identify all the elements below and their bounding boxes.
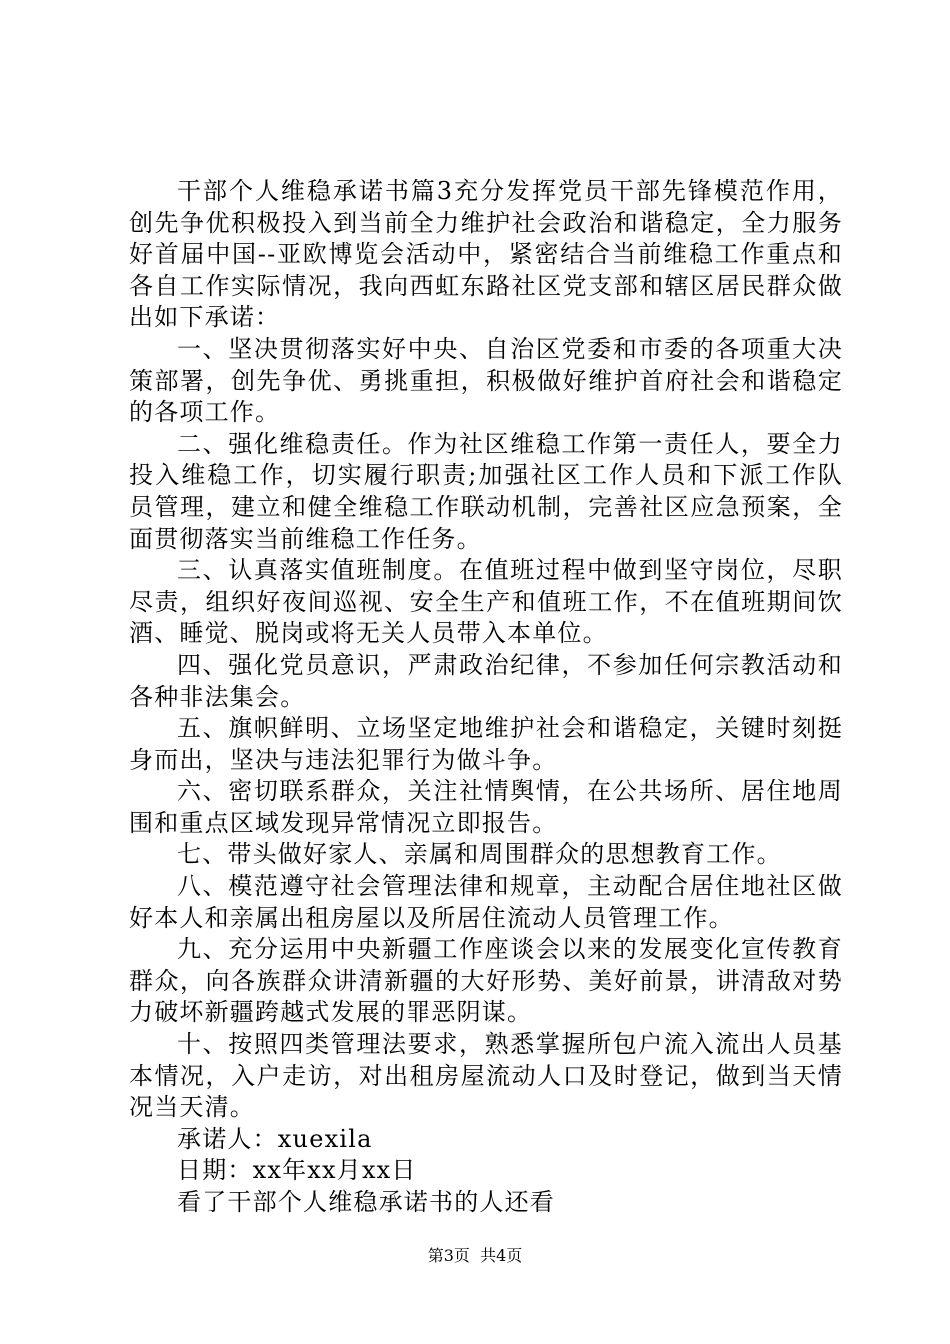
paragraph-item-10: 十、按照四类管理法要求，熟悉掌握所包户流入流出人员基本情况，入户走访，对出租房屋流动人口及时登记，做到当天情况当天清。 — [129, 1030, 843, 1122]
paragraph-item-5: 五、旗帜鲜明、立场坚定地维护社会和谐稳定，关键时刻挺身而出，坚决与违法犯罪行为做斗争。 — [129, 714, 843, 774]
paragraph-item-2: 二、强化维稳责任。作为社区维稳工作第一责任人，要全力投入维稳工作，切实履行职责;加强社区工作人员和下派工作队员管理，建立和健全维稳工作联动机制，完善社区应急预案，全面贯彻落实当前维稳工作任务。 — [129, 429, 843, 553]
paragraph-item-3: 三、认真落实值班制度。在值班过程中做到坚守岗位，尽职尽责，组织好夜间巡视、安全生产和值班工作，不在值班期间饮酒、睡觉、脱岗或将无关人员带入本单位。 — [129, 556, 843, 648]
document-body — [129, 176, 843, 1219]
paragraph-intro: 干部个人维稳承诺书篇3充分发挥党员干部先锋模范作用，创先争优积极投入到当前全力维护社会政治和谐稳定，全力服务好首届中国--亚欧博览会活动中，紧密结合当前维稳工作重点和各自工作实际情况，我向西虹东路社区党支部和辖区居民群众做出如下承诺： — [129, 177, 843, 332]
paragraph-item-7: 七、带头做好家人、亲属和周围群众的思想教育工作。 — [177, 840, 782, 869]
paragraph-item-4: 四、强化党员意识，严肃政治纪律，不参加任何宗教活动和各种非法集会。 — [129, 650, 843, 711]
paragraph-item-1: 一、坚决贯彻落实好中央、自治区党委和市委的各项重大决策部署，创先争优、勇挑重担，积极做好维护首府社会和谐稳定的各项工作。 — [129, 334, 843, 427]
date-line: 日期：xx年xx月xx日 — [177, 1156, 417, 1185]
page-footer — [0, 1246, 950, 1266]
related-articles-line: 看了干部个人维稳承诺书的人还看 — [177, 1188, 555, 1216]
paragraph-item-8: 八、模范遵守社会管理法律和规章，主动配合居住地社区做好本人和亲属出租房屋以及所居住流动人员管理工作。 — [129, 872, 843, 932]
signer-line: 承诺人：xuexila — [177, 1124, 373, 1153]
paragraph-item-6: 六、密切联系群众，关注社情舆情，在公共场所、居住地周围和重点区域发现异常情况立即报告。 — [129, 777, 843, 837]
page-number-label: 第3页 共4页 — [427, 1246, 523, 1265]
paragraph-item-9: 九、充分运用中央新疆工作座谈会以来的发展变化宣传教育群众，向各族群众讲清新疆的大好形势、美好前景，讲清敌对势力破坏新疆跨越式发展的罪恶阴谋。 — [129, 935, 843, 1027]
